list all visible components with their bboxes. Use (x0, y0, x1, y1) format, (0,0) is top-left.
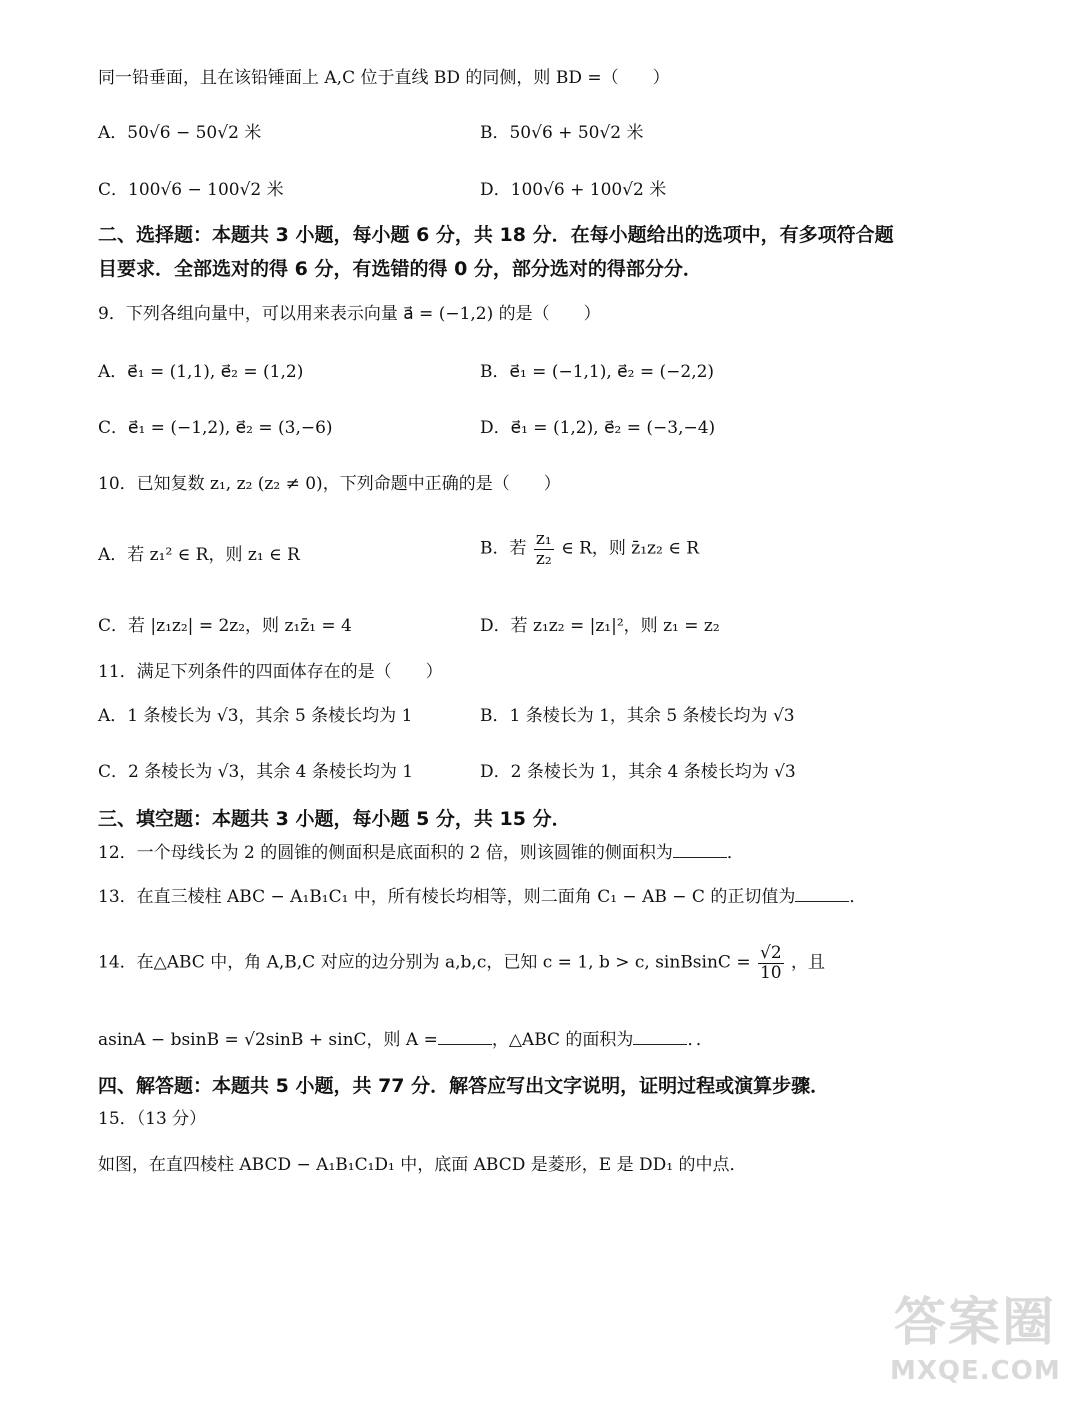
q12-text: 12．一个母线长为 2 的圆锥的侧面积是底面积的 2 倍，则该圆锥的侧面积为 (98, 843, 673, 863)
section2-heading-line2: 目要求．全部选对的得 6 分，有选错的得 0 分，部分选对的得部分分． (98, 258, 702, 280)
q10b-denominator: z₂ (535, 548, 552, 569)
q14-suffix: ，且 (791, 952, 826, 973)
q10-stem: 10．已知复数 z₁, z₂ (z₂ ≠ 0)，下列命题中正确的是（ ） (98, 474, 561, 494)
q13-end: ． (849, 887, 867, 907)
q8-option-b: B．50√6 + 50√2 米 (480, 123, 644, 143)
q11-option-a: A．1 条棱长为 √3，其余 5 条棱长均为 1 (98, 706, 413, 726)
section4-heading: 四、解答题：本题共 5 小题，共 77 分．解答应写出文字说明，证明过程或演算步骤． (98, 1075, 830, 1097)
q10-option-b (480, 530, 699, 568)
q9-option-a: A．e⃗₁ = (1,1), e⃗₂ = (1,2) (98, 362, 304, 382)
q14-numerator: √2 (759, 943, 782, 963)
q9-option-d: D．e⃗₁ = (1,2), e⃗₂ = (−3,−4) (480, 418, 716, 438)
q10-option-a: A．若 z₁² ∈ R，则 z₁ ∈ R (98, 545, 300, 565)
q8-stem-continuation: 同一铅垂面，且在该铅锤面上 A,C 位于直线 BD 的同侧，则 BD =（ ） (98, 68, 670, 88)
q15-body: 如图，在直四棱柱 ABCD − A₁B₁C₁D₁ 中，底面 ABCD 是菱形，E 是 DD₁ 的中点． (98, 1155, 747, 1175)
q14-fraction (758, 944, 784, 982)
q14-answer-blank-a[interactable] (438, 1030, 492, 1045)
q10b-suffix: ∈ R，则 z̄₁z₂ ∈ R (561, 538, 700, 559)
section3-heading: 三、填空题：本题共 3 小题，每小题 5 分，共 15 分． (98, 808, 571, 830)
q11-option-c: C．2 条棱长为 √3，其余 4 条棱长均为 1 (98, 762, 414, 782)
q15-title: 15．（13 分） (98, 1109, 207, 1129)
q14-stem (98, 944, 825, 982)
q11-stem: 11．满足下列条件的四面体存在的是（ ） (98, 662, 443, 682)
q9-option-c: C．e⃗₁ = (−1,2), e⃗₂ = (3,−6) (98, 418, 333, 438)
q11-option-d: D．2 条棱长为 1，其余 4 条棱长均为 √3 (480, 762, 796, 782)
q9-stem: 9．下列各组向量中，可以用来表示向量 a⃗ = (−1,2) 的是（ ） (98, 304, 601, 324)
q14b-text: asinA − bsinB = √2sinB + sinC，则 A = (98, 1030, 438, 1050)
q10b-numerator: z₁ (535, 529, 552, 549)
q10b-prefix: B．若 (480, 538, 527, 559)
q14-stem-line2 (98, 1030, 713, 1050)
q14-denominator: 10 (759, 962, 782, 983)
q12-end: ． (726, 843, 744, 863)
q13-text: 13．在直三棱柱 ABC − A₁B₁C₁ 中，所有棱长均相等，则二面角 C₁ − AB − C 的正切值为 (98, 887, 796, 907)
q8-option-c: C．100√6 − 100√2 米 (98, 180, 284, 200)
site-watermark-logo (890, 1293, 1060, 1403)
q9-option-b: B．e⃗₁ = (−1,1), e⃗₂ = (−2,2) (480, 362, 715, 382)
q8-option-d: D．100√6 + 100√2 米 (480, 180, 667, 200)
q10-option-d: D．若 z₁z₂ = |z₁|²，则 z₁ = z₂ (480, 616, 720, 636)
q10-option-c: C．若 |z₁z₂| = 2z₂，则 z₁z̄₁ = 4 (98, 616, 352, 636)
q14b-mid: ，△ABC 的面积为 (491, 1030, 634, 1050)
q14-prefix: 14．在△ABC 中，角 A,B,C 对应的边分别为 a,b,c，已知 c = 1, b > c, sinBsinC = (98, 952, 751, 973)
q11-option-b: B．1 条棱长为 1，其余 5 条棱长均为 √3 (480, 706, 795, 726)
q10b-fraction (534, 530, 554, 568)
watermark-top-text: 答案圈 (893, 1293, 1056, 1353)
watermark-bottom-text: MXQE.COM (890, 1356, 1061, 1386)
q12-answer-blank[interactable] (673, 843, 727, 858)
q12-stem (98, 843, 744, 863)
q8-option-a: A．50√6 − 50√2 米 (98, 123, 262, 143)
q13-answer-blank[interactable] (795, 887, 849, 902)
q13-stem (98, 887, 866, 907)
q14-answer-blank-area[interactable] (633, 1030, 687, 1045)
q14b-end: ．． (687, 1030, 713, 1050)
section2-heading-line1: 二、选择题：本题共 3 小题，每小题 6 分，共 18 分．在每小题给出的选项中，有多项符合题 (98, 224, 894, 246)
